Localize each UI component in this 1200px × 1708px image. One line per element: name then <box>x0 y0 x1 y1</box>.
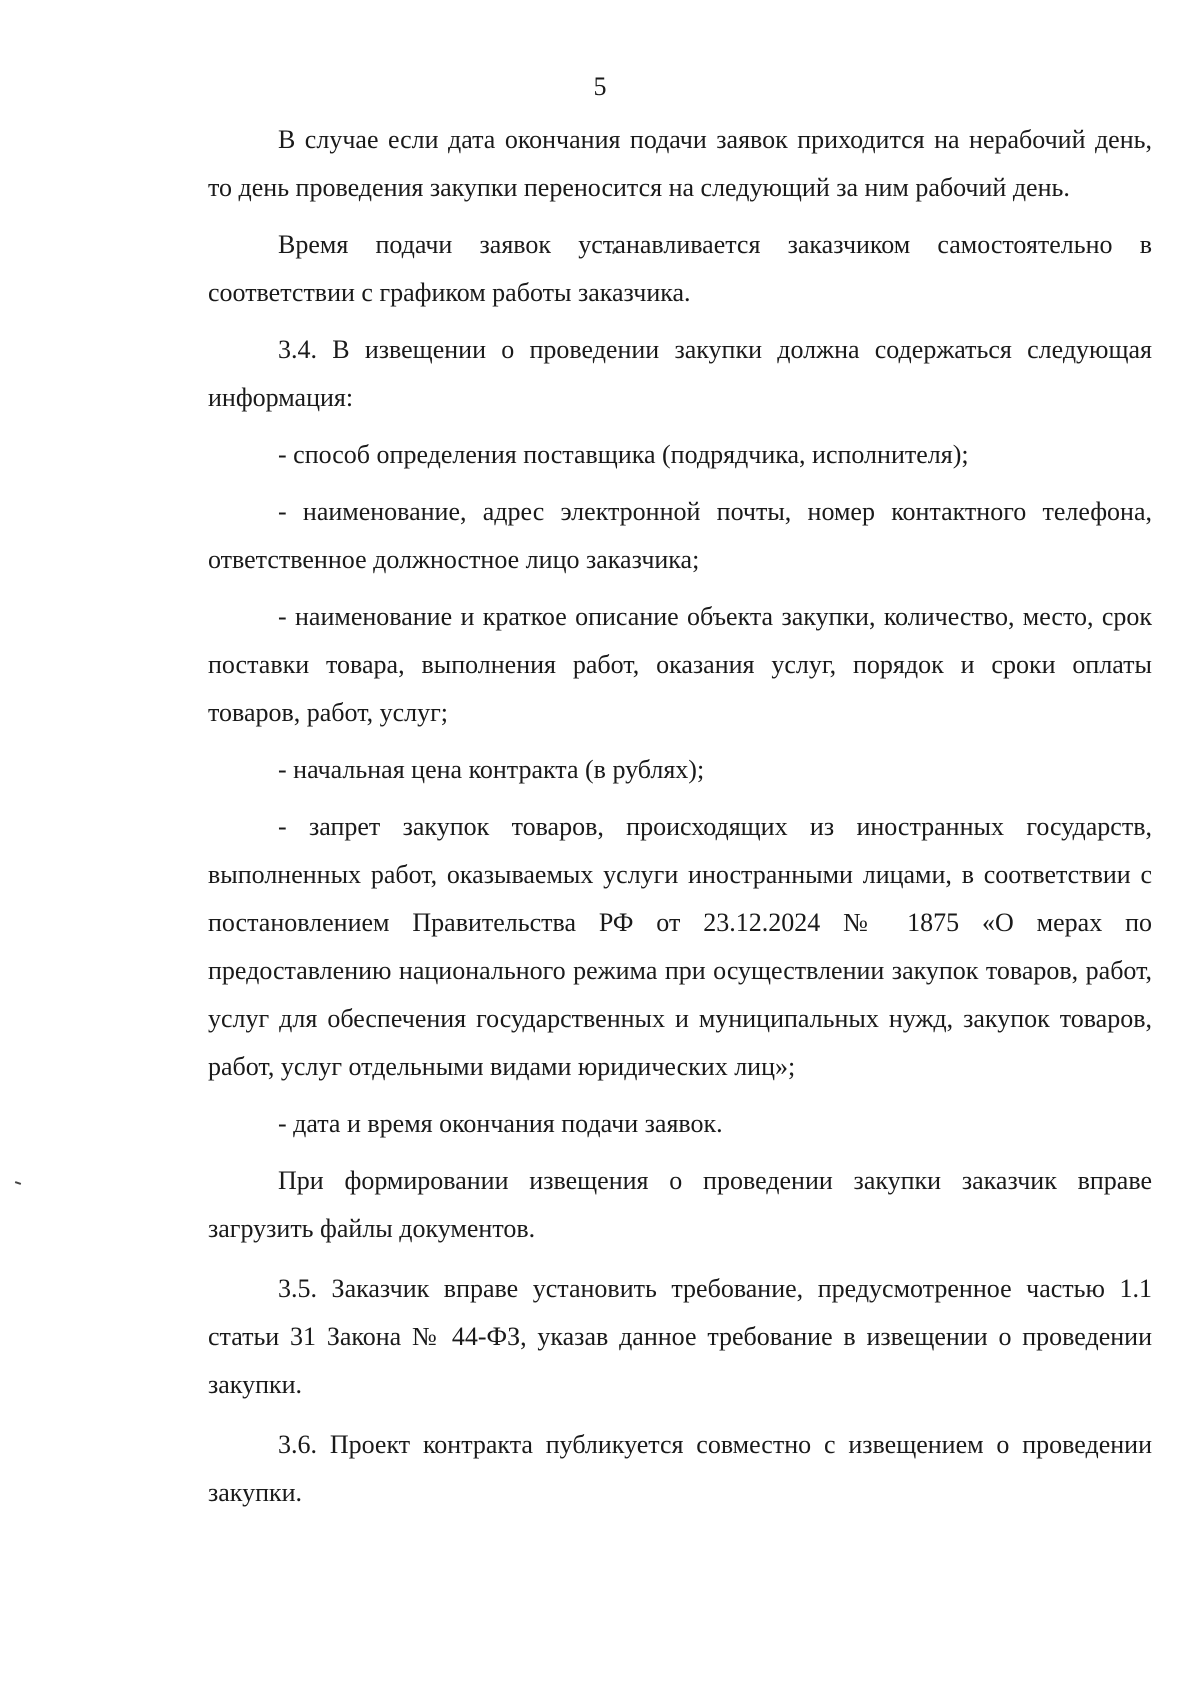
list-item-customer-contacts: - наименование, адрес электронной почты, номер контактного телефона, ответственное должностное лицо заказчика; <box>208 497 1152 574</box>
paragraph-3-5-requirement: 3.5. Заказчик вправе установить требование, предусмотренное частью 1.1 статьи 31 Закона № 44-ФЗ, указав данное требование в извещении о проведении закупки. <box>208 1274 1152 1399</box>
document-body <box>208 116 1152 1517</box>
list-item-procurement-object: - наименование и краткое описание объекта закупки, количество, место, срок поставки товара, выполнения работ, оказания услуг, порядок и сроки оплаты товаров, работ, услуг; <box>208 602 1152 727</box>
scan-artifact-mark <box>15 1181 21 1185</box>
paragraph-3-6-contract-draft: 3.6. Проект контракта публикуется совместно с извещением о проведении закупки. <box>208 1430 1152 1507</box>
paragraph-deadline-nonworking-day: В случае если дата окончания подачи заявок приходится на нерабочий день, то день проведения закупки переносится на следующий за ним рабочий день. <box>208 125 1152 202</box>
paragraph-3-4-notice-contents: 3.4. В извещении о проведении закупки должна содержаться следующая информация: <box>208 335 1152 412</box>
list-item-foreign-goods-ban: - запрет закупок товаров, происходящих из иностранных государств, выполненных работ, оказываемых услуги иностранными лицами, в соответствии с постановлением Правительства РФ от 23.12.2024 № 1875 «О мерах по предоставлению национального режима при осуществлении закупок товаров, работ, услуг для обеспечения государственных и муниципальных нужд, закупок товаров, работ, услуг отдельными видами юридических лиц»; <box>208 812 1152 1081</box>
list-item-supplier-method: - способ определения поставщика (подрядчика, исполнителя); <box>278 440 969 469</box>
list-item-deadline: - дата и время окончания подачи заявок. <box>278 1109 723 1138</box>
paragraph-submission-time: Время подачи заявок устанавливается заказчиком самостоятельно в соответствии с графиком работы заказчика. <box>208 230 1152 307</box>
page-number: 5 <box>593 72 607 101</box>
list-item-initial-price: - начальная цена контракта (в рублях); <box>278 755 705 784</box>
paragraph-document-upload: При формировании извещения о проведении закупки заказчик вправе загрузить файлы документов. <box>208 1166 1152 1243</box>
